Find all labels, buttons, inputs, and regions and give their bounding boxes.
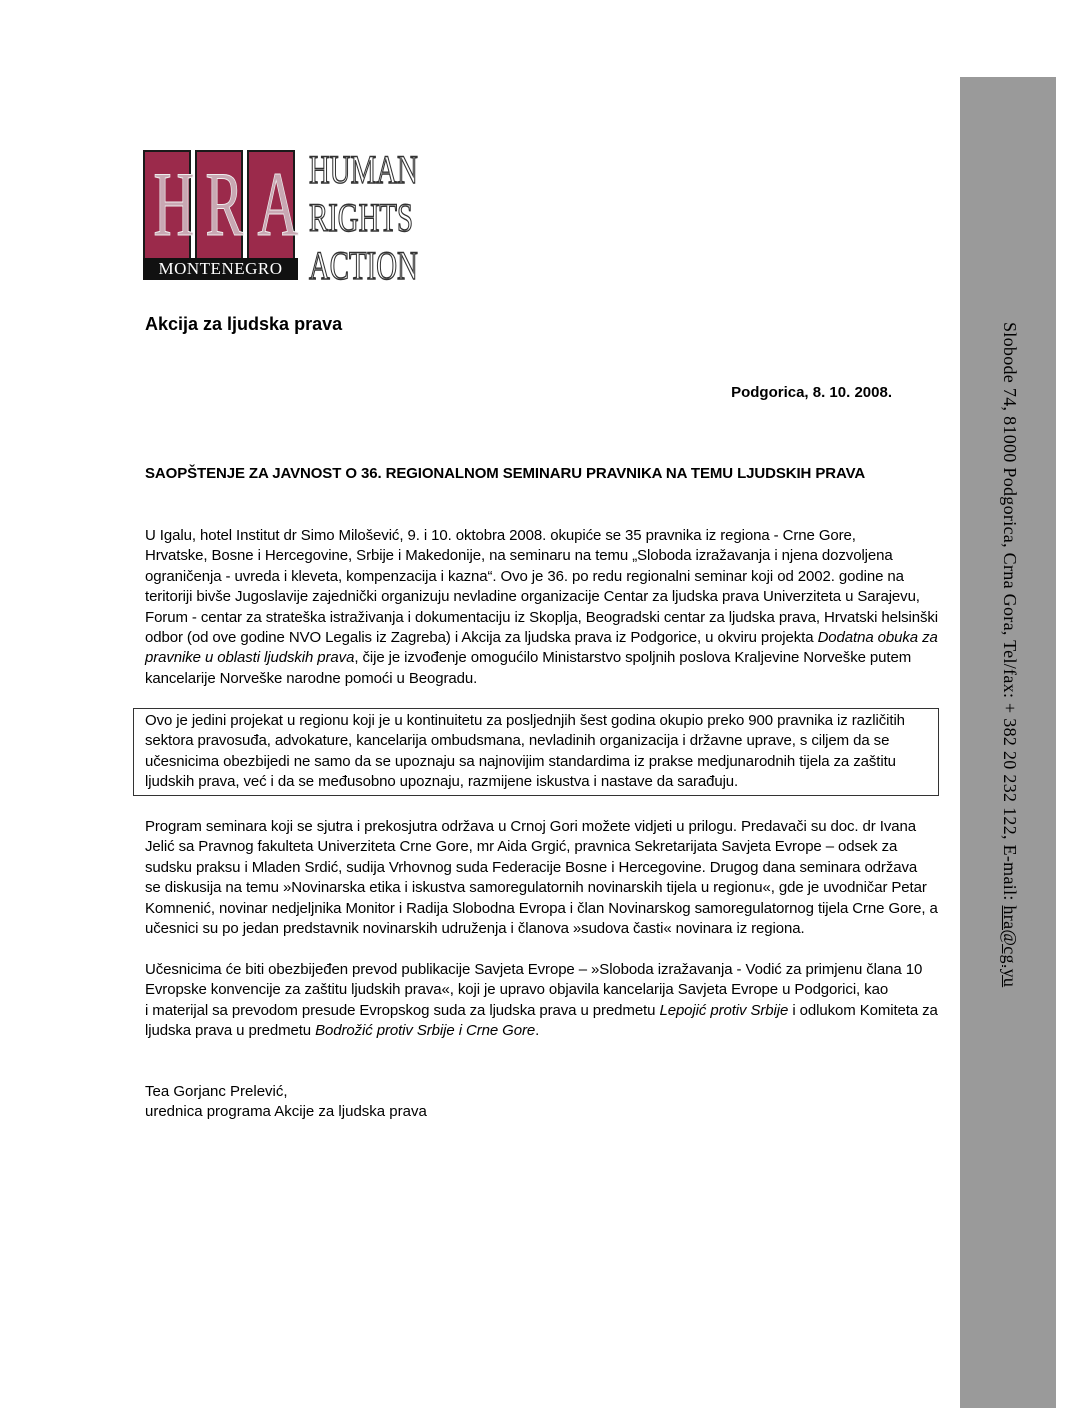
paragraph-highlight xyxy=(145,711,935,793)
paragraph-program xyxy=(145,817,938,939)
text-line: Jelić sa Pravnog fakulteta Univerziteta Crne Gore, mr Aida Grgić, pravnica Sekretarijata Savjeta Evrope – odsek za xyxy=(145,838,898,856)
paragraph-materials xyxy=(145,960,938,1042)
text-line: odbor (od ove godine NVO Legalis iz Zagreba) i Akcija za ljudska prava iz Podgorice, u okviru projekta Dodatna obuka za xyxy=(145,629,938,647)
organization-name: Akcija za ljudska prava xyxy=(145,314,343,334)
signature-name: Tea Gorjanc Prelević, xyxy=(145,1083,288,1100)
text-line: ljudska prava u predmetu Bodrožić protiv Srbije i Crne Gore. xyxy=(145,1022,540,1040)
text-line: ljudskih prava, već i da se međusobno upoznaju, razmijene iskustva i nastave da sarađuju. xyxy=(145,773,739,791)
text-line: kancelarije Norveške narodne pomoći u Beogradu. xyxy=(145,669,478,687)
text-line: teritoriji bivše Jugoslavije zajednički organizuju nevladine organizacije Centar za ljudska prava Univerziteta u Sarajevu, xyxy=(145,588,920,606)
text-line: U Igalu, hotel Institut dr Simo Milošević, 9. i 10. oktobra 2008. okupiće se 35 pravnika iz regiona - Crne Gore, xyxy=(145,527,856,544)
text-line: Učesnicima će biti obezbijeđen prevod publikacije Savjeta Evrope – »Sloboda izražavanja - Vodić za primjenu člana 10 xyxy=(145,961,923,978)
paragraph-intro xyxy=(145,526,939,689)
logo-letter-a: A xyxy=(257,153,299,255)
project-title: Dodatna obuka za xyxy=(817,629,938,647)
contact-info xyxy=(999,322,1020,987)
contact-address: Slobode 74, 81000 Podgorica, Crna Gora, Tel/fax: + 382 20 232 122, E-mail: xyxy=(1000,322,1020,906)
text-line: Forum - centar za strateška istraživanja i dokumentaciju iz Skoplja, Beogradski centar za ljudska prava, Hrvatski helsinški xyxy=(145,608,939,626)
text-line: sektora pravosuđa, advokature, kancelarija ombudsmana, nevladinih organizacija i državne uprave, s ciljem da se xyxy=(145,732,890,750)
document-heading: SAOPŠTENJE ZA JAVNOST O 36. REGIONALNOM SEMINARU PRAVNIKA NA TEMU LJUDSKIH PRAVA xyxy=(145,465,866,482)
signature xyxy=(145,1082,427,1123)
text-line: Program seminara koji se sjutra i prekosjutra održava u Crnoj Gori možete vidjeti u prilogu. Predavači su doc. dr Ivana xyxy=(145,818,916,835)
text-line: učesnici su po jedan predstavnik novinarskih udruženja i članova »sudova časti« novinara iz regiona. xyxy=(145,920,805,938)
text-line: ograničenja - uvreda i kleveta, kompenzacija i kazna“. Ovo je 36. po redu regionalni seminar koji od 2002. godine na xyxy=(145,567,904,585)
hra-logo xyxy=(143,147,418,288)
text-line: sudsku praksu i Mladen Srdić, sudija Vrhovnog suda Federacije Bosne i Hercegovine. Drugog dana seminara održava xyxy=(145,858,918,876)
logo-word-action: ACTION xyxy=(309,243,418,288)
logo-letter-r: R xyxy=(205,153,244,255)
signature-role: urednica programa Akcije za ljudska prava xyxy=(145,1103,427,1121)
logo-letter-h: H xyxy=(153,153,195,255)
logo-word-human: HUMAN xyxy=(309,147,418,192)
text-line: se diskusija na temu »Novinarska etika i iskustva samoregulatornih novinarskih tijela u regionu«, gde je uvodničar Petar xyxy=(145,879,927,897)
text-line: Ovo je jedini projekat u regionu koji je u kontinuitetu za posljednjih šest godina okupio preko 900 pravnika iz različitih xyxy=(145,712,905,729)
project-title-cont: pravnike u oblasti ljudskih prava xyxy=(145,649,355,667)
logo-montenegro-band: MONTENEGRO xyxy=(143,258,298,280)
logo-word-rights: RIGHTS xyxy=(309,195,414,240)
text-line: Evropske konvencije za zaštitu ljudskih prava«, koji je upravo objavila kancelarija Savjeta Evrope u Podgorici, kao xyxy=(145,981,889,999)
case-title: Bodrožić protiv Srbije i Crne Gore xyxy=(315,1022,536,1040)
email-link[interactable]: hra@cg.yu xyxy=(1000,905,1020,988)
document-date: Podgorica, 8. 10. 2008. xyxy=(731,384,892,401)
text-line: i materijal sa prevodom presude Evropskog suda za ljudska prava u predmetu Lepojić protiv Srbije i odlukom Komiteta za xyxy=(145,1001,938,1019)
text-line: Hrvatske, Bosne i Hercegovine, Srbije i Makedonije, na seminaru na temu „Sloboda izražavanja i njena dozvoljena xyxy=(145,547,893,565)
text-line: Komnenić, novinar nedjeljnika Monitor i Radija Slobodna Evropa i član Novinarskog samoregulatornog tijela Crne Gore, a xyxy=(145,899,938,917)
text-line: učesnicima obezbijedi ne samo da se upoznaju sa najnovijim standardima iz prakse medjunarodnih tijela za zaštitu xyxy=(145,752,896,770)
case-title: Lepojić protiv Srbije xyxy=(659,1001,789,1019)
text-line: pravnike u oblasti ljudskih prava, čije je izvođenje omogućilo Ministarstvo spoljnih poslova Kraljevine Norveške putem xyxy=(145,649,912,667)
